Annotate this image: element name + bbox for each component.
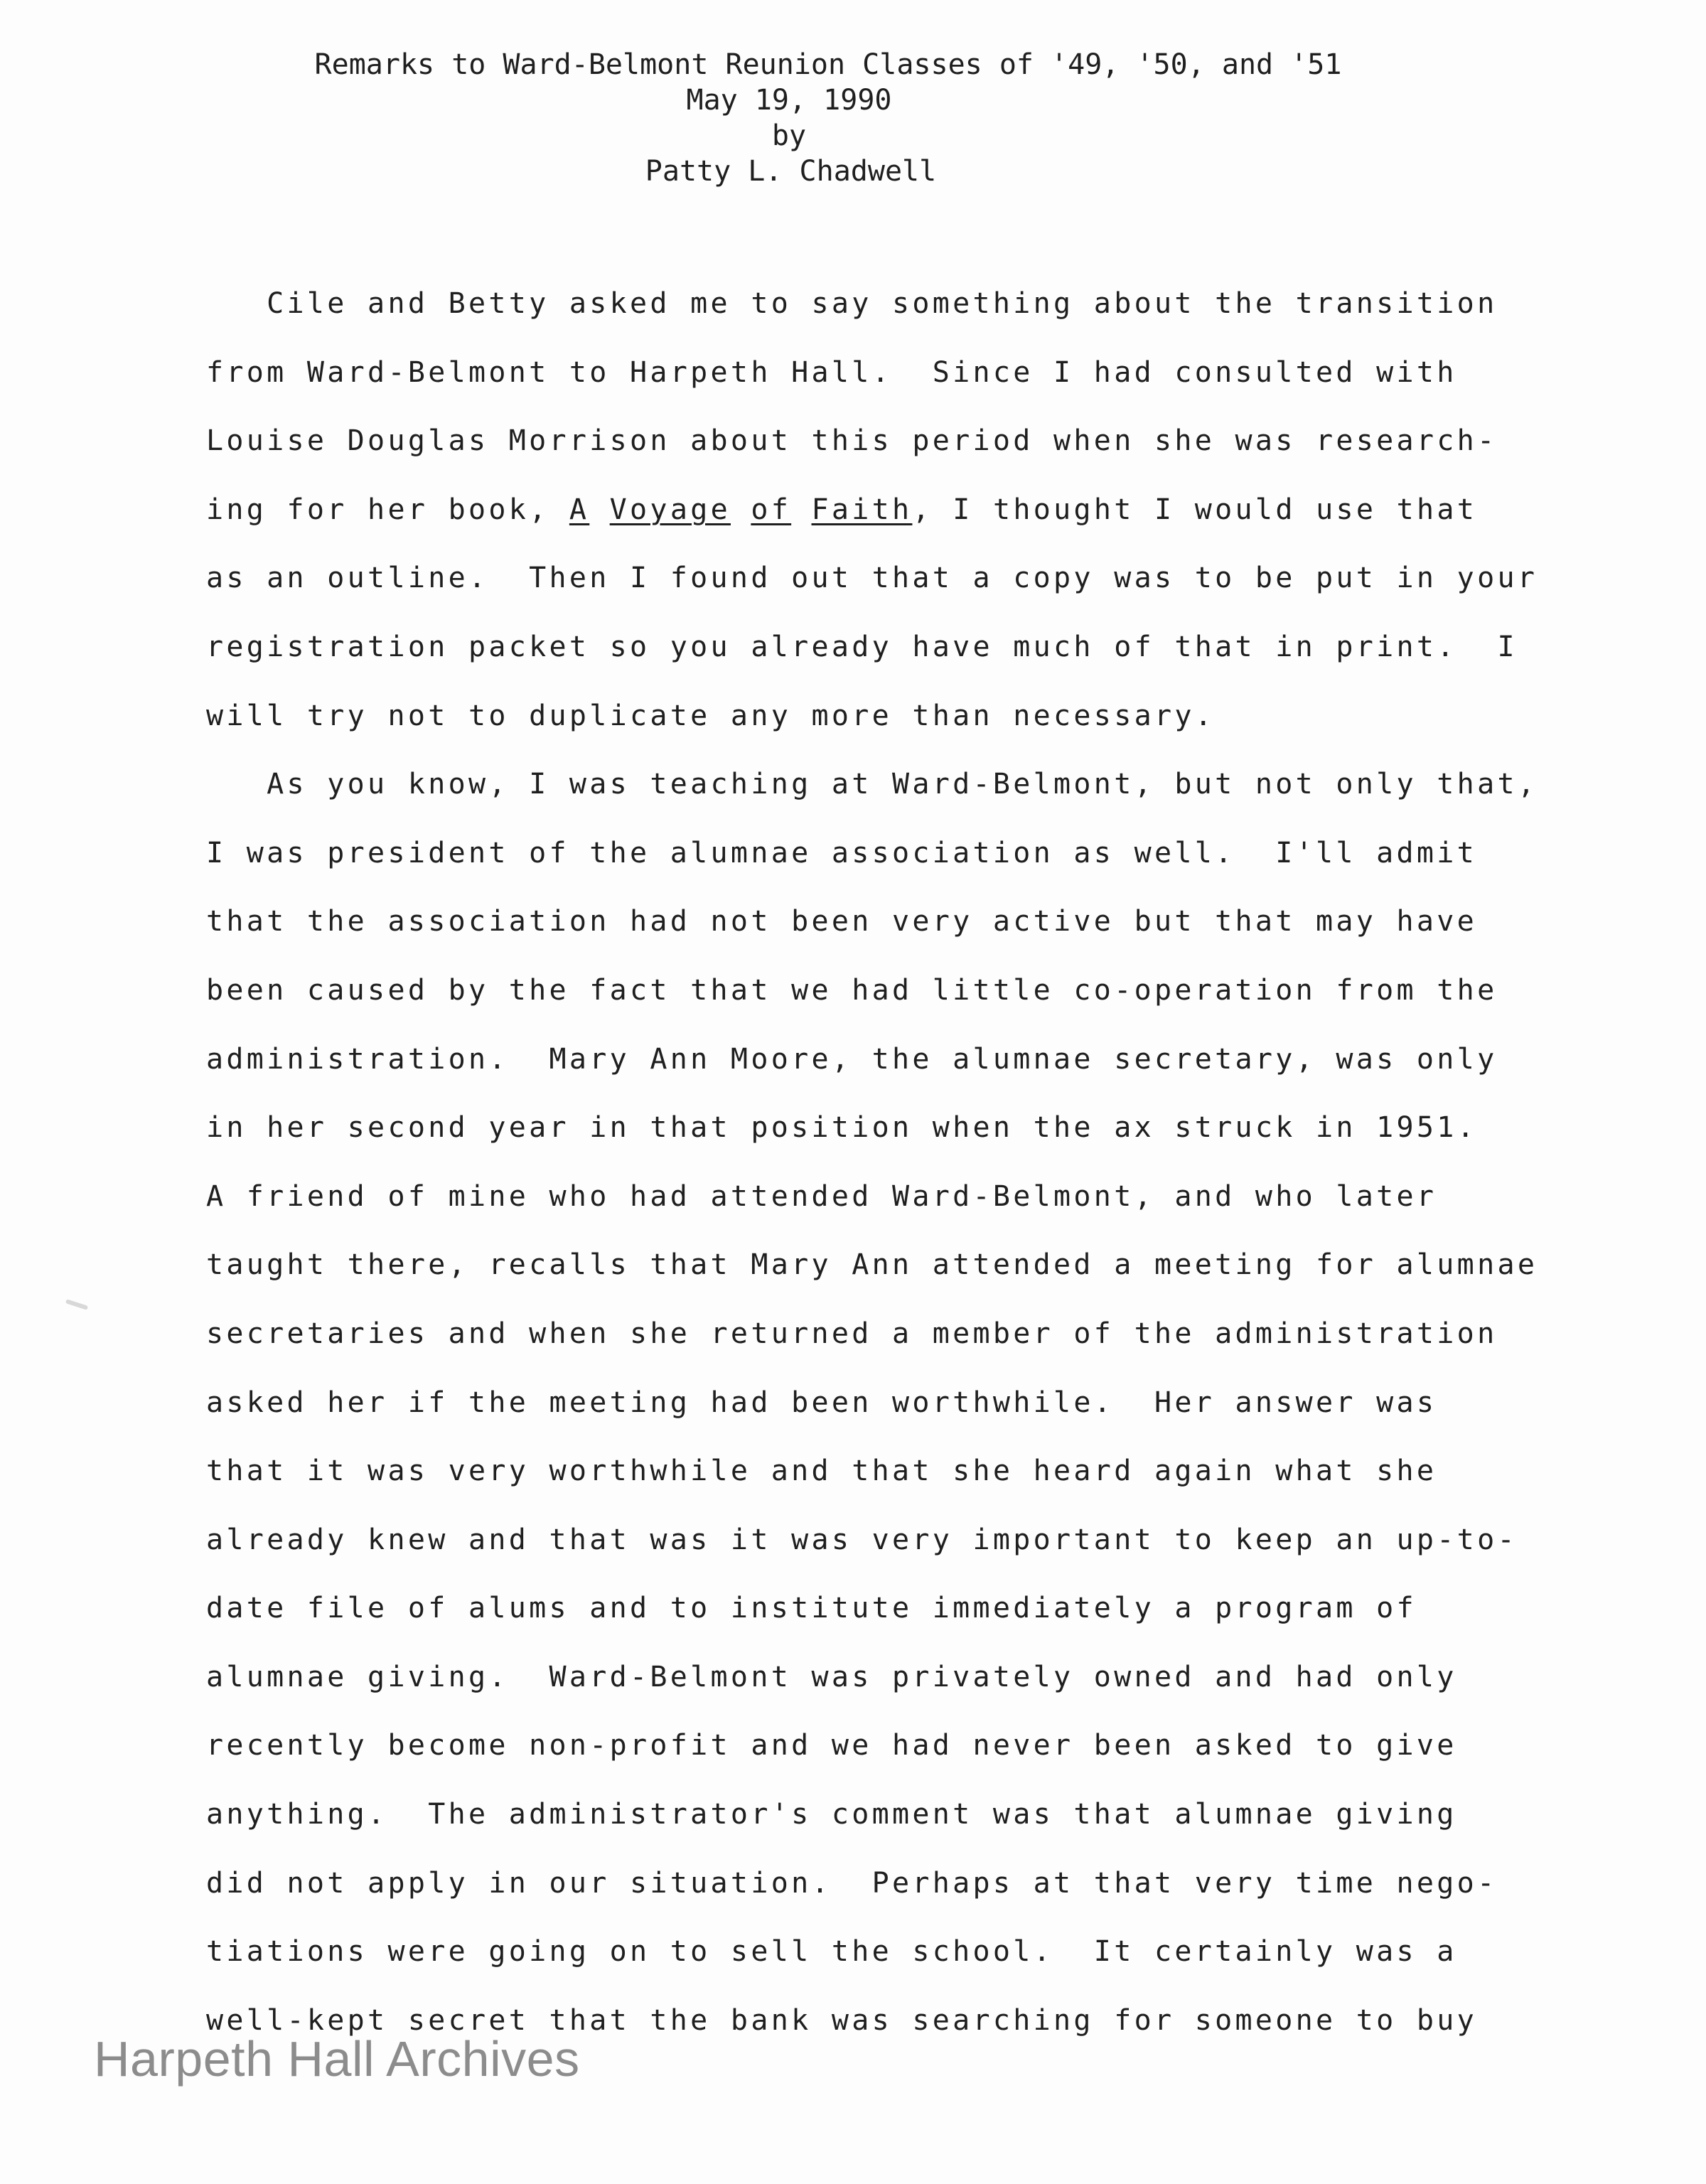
body-line: that the association had not been very active but that may have xyxy=(206,905,1478,938)
body-line-end: , I thought I would use that xyxy=(912,493,1478,526)
header-date: May 19, 1990 xyxy=(686,84,892,117)
body-line: registration packet so you already have much of that in print. I xyxy=(206,630,1518,663)
document-body xyxy=(206,286,1557,2071)
book-title-word: Faith xyxy=(811,493,913,526)
body-line: already knew and that was it was very important to keep an up-to- xyxy=(206,1523,1518,1556)
body-line: Louise Douglas Morrison about this period when she was research- xyxy=(206,424,1498,458)
body-line: asked her if the meeting had been worthwhile. Her answer was xyxy=(206,1386,1437,1419)
body-line: Cile and Betty asked me to say something about the transition xyxy=(206,287,1498,320)
book-title-word: Voyage xyxy=(609,493,731,526)
paper-speck xyxy=(65,1299,88,1310)
document-header xyxy=(0,47,1706,189)
body-line: as an outline. Then I found out that a copy was to be put in your xyxy=(206,562,1538,595)
body-line: alumnae giving. Ward-Belmont was privately owned and had only xyxy=(206,1660,1457,1693)
book-title-word: of xyxy=(751,493,792,526)
header-by: by xyxy=(771,119,807,152)
body-line: been caused by the fact that we had little co-operation from the xyxy=(206,973,1498,1007)
body-line: that it was very worthwhile and that she heard again what she xyxy=(206,1455,1437,1488)
body-line-start: ing for her book, xyxy=(206,493,569,526)
body-line: date file of alums and to institute immediately a program of xyxy=(206,1592,1417,1625)
body-line: from Ward-Belmont to Harpeth Hall. Since I had consulted with xyxy=(206,355,1457,389)
body-line: in her second year in that position when the ax struck in 1951. xyxy=(206,1111,1478,1145)
body-line: will try not to duplicate any more than necessary. xyxy=(206,699,1216,732)
body-line: administration. Mary Ann Moore, the alumnae secretary, was only xyxy=(206,1042,1498,1076)
archive-watermark: Harpeth Hall Archives xyxy=(94,2031,580,2087)
body-line: recently become non-profit and we had never been asked to give xyxy=(206,1729,1457,1762)
body-line xyxy=(206,492,1557,561)
header-title: Remarks to Ward-Belmont Reunion Classes of '49, '50, and '51 xyxy=(314,48,1342,81)
body-line: A friend of mine who had attended Ward-Belmont, and who later xyxy=(206,1179,1437,1213)
book-title-word: A xyxy=(569,493,590,526)
body-line: well-kept secret that the bank was searching for someone to buy xyxy=(206,2003,1478,2037)
body-line: anything. The administrator's comment was that alumnae giving xyxy=(206,1798,1457,1831)
body-line: I was president of the alumnae association as well. I'll admit xyxy=(206,836,1478,869)
body-line: did not apply in our situation. Perhaps at that very time nego- xyxy=(206,1866,1498,1900)
body-line: taught there, recalls that Mary Ann attended a meeting for alumnae xyxy=(206,1248,1538,1282)
body-line: tiations were going on to sell the school. It certainly was a xyxy=(206,1935,1457,1969)
body-line: As you know, I was teaching at Ward-Belmont, but not only that, xyxy=(206,768,1538,801)
body-line: secretaries and when she returned a member of the administration xyxy=(206,1317,1498,1350)
header-author: Patty L. Chadwell xyxy=(645,155,937,188)
